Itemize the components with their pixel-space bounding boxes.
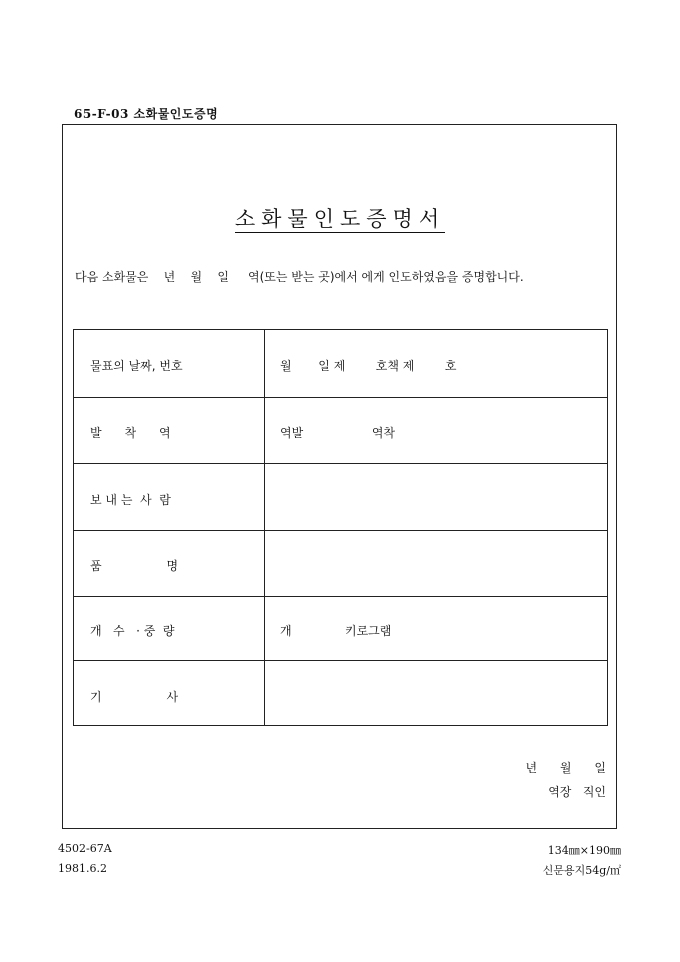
document-title — [0, 203, 680, 233]
document-title-text: 소화물인도증명서 — [234, 207, 446, 231]
footer-signature-line: 역장 직인 — [548, 785, 606, 799]
table-bottom-border — [73, 725, 608, 726]
paper-type: 신문용지54g/㎡ — [542, 864, 621, 877]
row-label-remarks: 기 사 — [90, 690, 179, 704]
row-value-tag-date-number[interactable]: 월 일 제 호책 제 호 — [280, 359, 457, 373]
table-row-divider — [73, 660, 608, 661]
table-row-divider — [73, 397, 608, 398]
row-label-stations: 발 착 역 — [90, 426, 171, 440]
footer-date-line: 년 월 일 — [525, 761, 606, 775]
table-row-divider — [73, 530, 608, 531]
table-left-border — [73, 329, 74, 725]
document-date: 1981.6.2 — [58, 862, 107, 875]
table-row-divider — [73, 463, 608, 464]
row-value-stations[interactable]: 역발 역착 — [280, 426, 396, 440]
row-label-count-weight: 개 수 · 중 량 — [90, 624, 175, 638]
table-right-border — [607, 329, 608, 725]
certification-statement: 다음 소화물은 년 월 일 역(또는 받는 곳)에서 에게 인도하였음을 증명합니다. — [75, 270, 524, 284]
form-code: 65-F-03 소화물인도증명 — [74, 107, 219, 121]
table-top-border — [73, 329, 608, 330]
row-label-tag-date-number: 물표의 날짜, 번호 — [90, 359, 183, 373]
document-number: 4502-67A — [58, 842, 112, 855]
row-label-item-name: 품 명 — [90, 559, 179, 573]
table-row-divider — [73, 596, 608, 597]
row-value-count-weight[interactable]: 개 키로그램 — [280, 624, 392, 638]
table-column-divider — [264, 329, 265, 725]
row-label-sender: 보 내 는 사 람 — [90, 493, 171, 507]
paper-size: 134㎜×190㎜ — [547, 844, 621, 857]
